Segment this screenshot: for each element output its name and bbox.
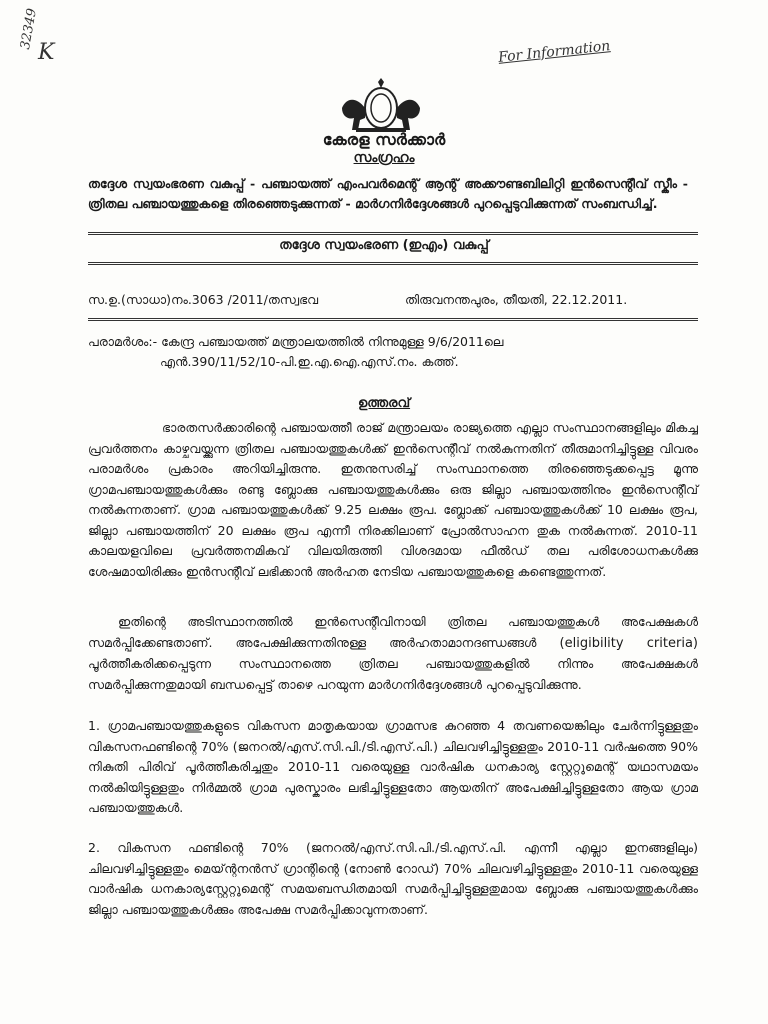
handwritten-note: For Information <box>497 38 612 66</box>
body-paragraph <box>88 612 698 695</box>
reference-line: എൻ.390/11/52/10-പി.ഇ.എ.ഐ.എസ്.നം. കത്ത്. <box>160 354 459 369</box>
list-item: 2. വികസന ഫണ്ടിന്റെ 70% (ജനറൽ/എസ്.സി.പി./ടി.എസ്.പി. എന്നീ എല്ലാ ഇനങ്ങളിലും) ചിലവഴിച്ചിട്ടുള്ളതും മെയ്ന്റനൻസ് ഗ്രാന്റിന്റെ (നോൺ റോഡ്) 70% ചിലവഴിച്ചിട്ടുള്ളതും 2010-11 വരെയുള്ള വാർഷിക ധനകാര്യസ്റ്റേറ്റുമെന്റ് സമയബന്ധിതമായി സമർപ്പിച്ചിട്ടുള്ളതുമായ ബ്ലോക്കു പഞ്ചായത്തുകൾക്കും ജില്ലാ പഞ്ചായത്തുകൾക്കും അപേക്ഷ സമർപ്പിക്കാവുന്നതാണ്. <box>88 840 698 917</box>
subject-text: തദ്ദേശ സ്വയംഭരണ വകുപ്പ് - പഞ്ചായത്ത് എംപവർമെന്റ് ആന്റ് അക്കൗണ്ടബിലിറ്റി ഇൻസെന്റീവ് സ്കീം - ത്രിതല പഞ്ചായത്തുകളെ തിരഞ്ഞെടുക്കുന്നത് - മാർഗനിർദ്ദേശങ്ങൾ പുറപ്പെടുവിക്കുന്നത് സംബന്ധിച്ച്. <box>88 176 688 211</box>
divider <box>88 262 698 265</box>
department-heading: തദ്ദേശ സ്വയംഭരണ (ഇഎം) വകുപ്പ് <box>279 238 489 253</box>
divider <box>88 232 698 235</box>
kerala-emblem-icon <box>338 78 424 134</box>
government-title: കേരള സർക്കാർ <box>322 130 446 149</box>
body-paragraph: ഭാരതസർക്കാരിന്റെ പഞ്ചായത്തീ രാജ് മന്ത്രാലയം രാജ്യത്തെ എല്ലാ സംസ്ഥാനങ്ങളിലും മികച്ച പ്രവർത്തനം കാഴ്ചവയ്ക്കുന്ന ത്രിതല പഞ്ചായത്തുകൾക്ക് ഇൻസെന്റീവ് നൽകുന്നതിന് തീരുമാനിച്ചിട്ടുള്ള വിവരം പരാമർശം പ്രകാരം അറിയിച്ചിരുന്നു. ഇതനുസരിച്ച് സംസ്ഥാനത്തെ തിരഞ്ഞെടുക്കപ്പെട്ട മൂന്നു ഗ്രാമപഞ്ചായത്തുകൾക്കും രണ്ടു ബ്ലോക്കു പഞ്ചായത്തുകൾക്കും ഒരു ജില്ലാ പഞ്ചായത്തിനും ഇൻസെന്റീവ് നൽകുന്നതാണ്. ഗ്രാമ പഞ്ചായത്തുകൾക്ക് 9.25 ലക്ഷം രൂപ. ബ്ലോക്ക് പഞ്ചായത്തുകൾക്ക് 10 ലക്ഷം രൂപ, ജില്ലാ പഞ്ചായത്തിന് 20 ലക്ഷം രൂപ എന്നീ നിരക്കിലാണ് പ്രോൽസാഹന തുക നൽകുന്നത്. 2010-11 കാലയളവിലെ പ്രവർത്തനമികവ് വിലയിരുത്തി വിശദമായ ഫീൽഡ് തല പരിശോധനകൾക്കു ശേഷമായിരിക്കും ഇൻസന്റീവ് ലഭിക്കാൻ അർഹത നേടിയ പഞ്ചായത്തുകളെ കണ്ടെത്തുന്നത്. <box>88 420 698 579</box>
divider <box>88 318 698 321</box>
order-heading: ഉത്തരവ് <box>357 396 411 411</box>
list-item: 1. ഗ്രാമപഞ്ചായത്തുകളുടെ വികസന മാതൃകയായ ഗ്രാമസഭ കുറഞ്ഞ 4 തവണയെങ്കിലും ചേർന്നിട്ടുള്ളതും വികസനഫണ്ടിന്റെ 70% (ജനറൽ/എസ്.സി.പി./ടി.എസ്.പി.) ചിലവഴിച്ചിട്ടുള്ളതും 2010-11 വർഷത്തെ 90% നികുതി പിരിവ് പൂർത്തീകരിച്ചതും 2010-11 വരെയുള്ള വാർഷിക ധനകാര്യ സ്റ്റേറ്റുമെന്റ് യഥാസമയം നൽകിയിട്ടുള്ളതും നിർമ്മൽ ഗ്രാമ പുരസ്കാരം ലഭിച്ചിട്ടുള്ളതോ ആയതിന് അപേക്ഷിച്ചിട്ടുള്ളതോ ആയ ഗ്രാമ പഞ്ചായത്തുകൾ. <box>88 718 698 815</box>
order-number: സ.ഉ.(സാധാ)നം.3063 /2011/തസ്വഭവ <box>88 292 319 307</box>
handwritten-mark: K <box>38 40 55 65</box>
handwritten-file-number: 32349 <box>18 7 40 51</box>
eligibility-criteria-term: (eligibility criteria) <box>559 635 698 651</box>
paragraph-text: ഇതിന്റെ അടിസ്ഥാനത്തിൽ ഇൻസെന്റീവിനായി ത്രിതല പഞ്ചായത്തുകൾ അപേക്ഷകൾ സമർപ്പിക്കേണ്ടതാണ്. അപേക്ഷിക്കുന്നതിനുള്ള അർഹതാമാനദണ്ഡങ്ങൾ <box>88 614 698 650</box>
reference-block <box>88 332 688 372</box>
paragraph-text: പൂർത്തീകരിക്കപ്പെടുന്ന സംസ്ഥാനത്തെ ത്രിതല പഞ്ചായത്തുകളിൽ നിന്നും അപേക്ഷകൾ സമർപ്പിക്കുന്നതുമായി ബന്ധപ്പെട്ട് താഴെ പറയുന്ന മാർഗനിർദ്ദേശങ്ങൾ പുറപ്പെടുവിക്കുന്നു. <box>88 656 698 692</box>
abstract-heading: സംഗ്രഹം <box>353 150 415 166</box>
reference-line: പരാമർശം:- കേന്ദ്ര പഞ്ചായത്ത് മന്ത്രാലയത്തിൽ നിന്നുമുള്ള 9/6/2011ലെ <box>88 334 504 349</box>
place-date: തിരുവനന്തപുരം, തീയതി, 22.12.2011. <box>405 292 628 307</box>
